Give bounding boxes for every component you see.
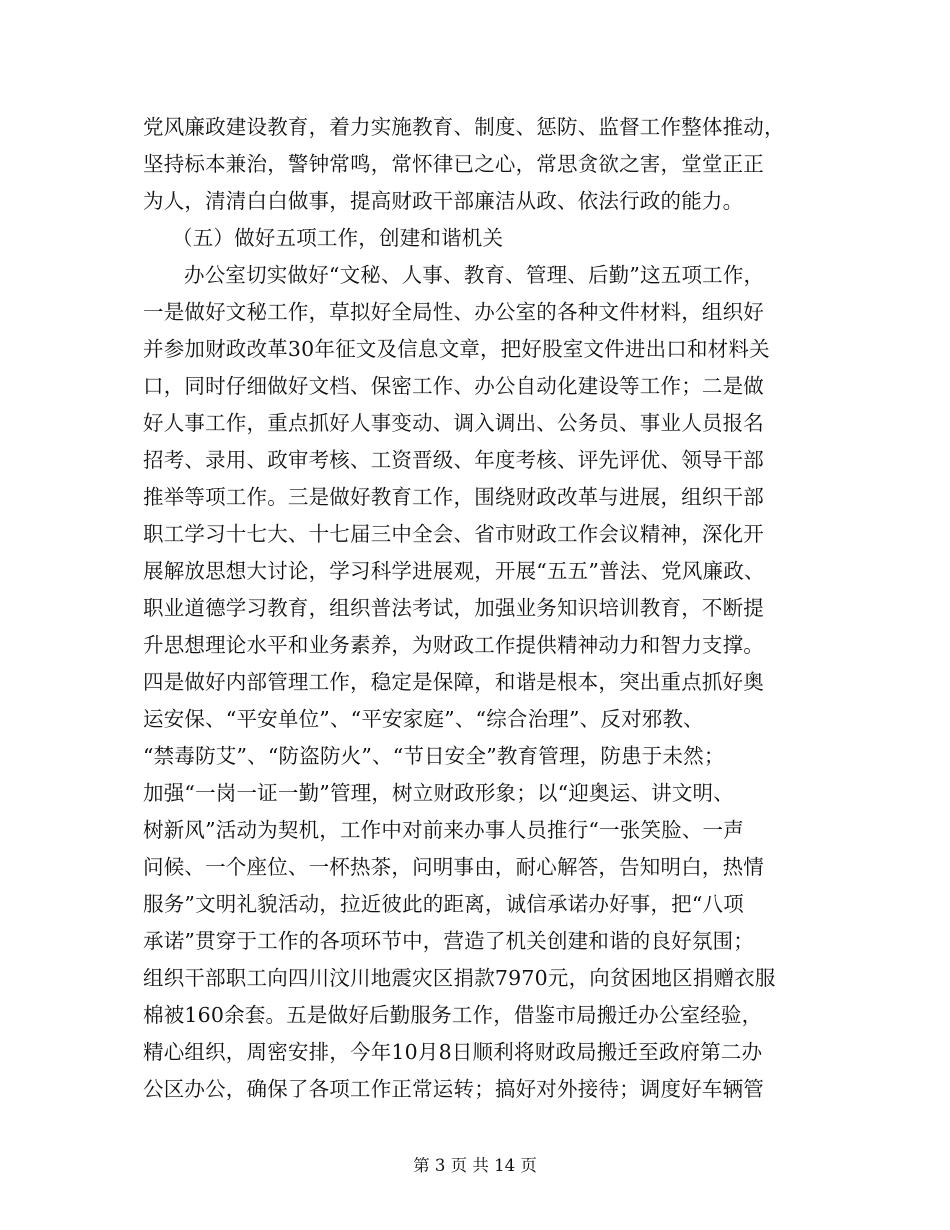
- body-text-line: 承诺”贯穿于工作的各项环节中，营造了机关创建和谐的良好氛围；: [143, 929, 754, 953]
- body-text-line: 一是做好文秘工作，草拟好全局性、办公室的各种文件材料，组织好: [143, 300, 764, 324]
- body-text-line: 职工学习十七大、十七届三中全会、省市财政工作会议精神，深化开: [143, 522, 764, 546]
- body-text-line: 并参加财政改革30年征文及信息文章，把好股室文件进出口和材料关: [143, 337, 770, 361]
- body-text-line: 精心组织，周密安排，今年10月8日顺利将财政局搬迁至政府第二办: [143, 1040, 763, 1064]
- body-text-line: 升思想理论水平和业务素养，为财政工作提供精神动力和智力支撑。: [143, 633, 764, 657]
- body-text-line: 棉被160余套。五是做好后勤服务工作，借鉴市局搬迁办公室经验，: [143, 1003, 763, 1027]
- body-text-line: 树新风”活动为契机，工作中对前来办事人员推行“一张笑脸、一声: [143, 818, 744, 842]
- body-text-line: 推举等项工作。三是做好教育工作，围绕财政改革与进展，组织干部: [143, 485, 764, 509]
- body-text-line: 办公室切实做好“文秘、人事、教育、管理、后勤”这五项工作，: [184, 263, 765, 287]
- body-text-line: 运安保、“平安单位”、“平安家庭”、“综合治理”、反对邪教、: [143, 707, 704, 731]
- body-text-line: 服务”文明礼貌活动，拉近彼此的距离，诚信承诺办好事，把“八项: [143, 892, 744, 916]
- section-heading: （五）做好五项工作，创建和谐机关: [172, 226, 504, 250]
- body-text-line: 党风廉政建设教育，着力实施教育、制度、惩防、监督工作整体推动，: [143, 115, 785, 139]
- body-text-line: 招考、录用、政审考核、工资晋级、年度考核、评先评优、领导干部: [143, 448, 764, 472]
- body-text-line: 为人，清清白白做事，提高财政干部廉洁从政、依法行政的能力。: [143, 189, 744, 213]
- page-number-footer: 第 3 页 共 14 页: [413, 1156, 537, 1175]
- body-text-line: 四是做好内部管理工作，稳定是保障，和谐是根本，突出重点抓好奥: [143, 670, 764, 694]
- body-text-line: 公区办公，确保了各项工作正常运转；搞好对外接待；调度好车辆管: [143, 1077, 764, 1101]
- body-text-line: 展解放思想大讨论，学习科学进展观，开展“五五”普法、党风廉政、: [143, 559, 765, 583]
- body-text-line: 职业道德学习教育，组织普法考试，加强业务知识培训教育，不断提: [143, 596, 764, 620]
- body-text-line: 加强“一岗一证一勤”管理，树立财政形象；以“迎奥运、讲文明、: [143, 781, 734, 805]
- body-text-line: 口，同时仔细做好文档、保密工作、办公自动化建设等工作；二是做: [143, 374, 764, 398]
- body-text-line: “禁毒防艾”、“防盗防火”、“节日安全”教育管理，防患于未然；: [143, 744, 725, 768]
- body-text-line: 问候、一个座位、一杯热茶，问明事由，耐心解答，告知明白，热情: [143, 855, 764, 879]
- body-text-line: 坚持标本兼治，警钟常鸣，常怀律已之心，常思贪欲之害，堂堂正正: [143, 152, 764, 176]
- body-text-line: 好人事工作，重点抓好人事变动、调入调出、公务员、事业人员报名: [143, 411, 764, 435]
- body-text-line: 组织干部职工向四川汶川地震灾区捐款7970元，向贫困地区捐赠衣服: [143, 966, 776, 990]
